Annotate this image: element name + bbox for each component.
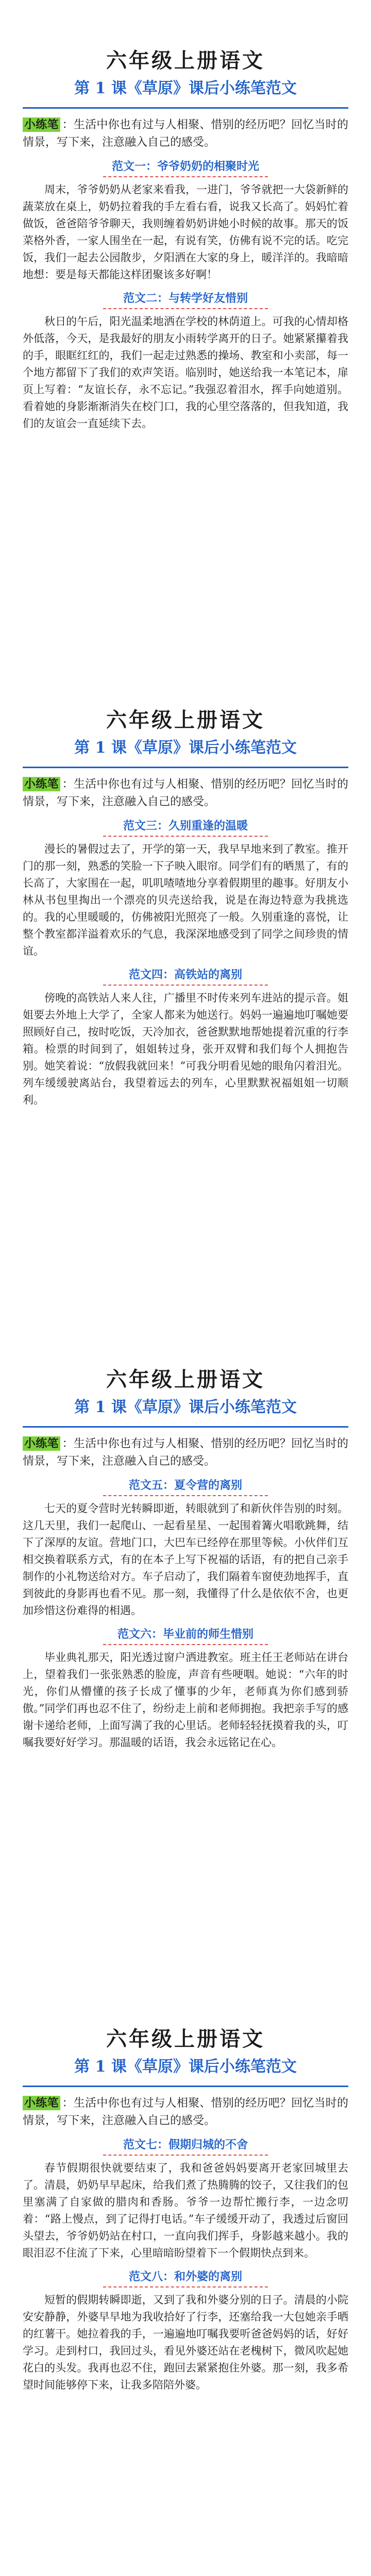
document-page [0, 1319, 371, 1978]
prompt-tag: 小练笔 [23, 1436, 60, 1451]
essay-body: 春节假期很快就要结束了，我和爸爸妈妈要离开老家回城里去了。清晨，奶奶早早起床，给我们煮了热腾腾的饺子，又往我们的包里塞满了自家做的腊肉和香肠。爷爷一边帮忙搬行李，一边念叨着：“路上慢点，到了记得打电话。”车子缓缓开动了，我透过后窗回头望去，爷爷奶奶站在村口，一直向我们挥手，身影越来越小。我的眼泪忍不住流了下来，心里暗暗盼望着下一个假期快点到来。 [23, 2162, 348, 2259]
essay-heading: 范文八：和外婆的离别 [128, 2270, 242, 2283]
essay-heading: 范文六：毕业前的师生惜别 [117, 1628, 254, 1641]
heading-underline [103, 1495, 268, 1496]
heading-underline [103, 836, 268, 837]
writing-prompt [23, 1435, 348, 1470]
title-divider [23, 2086, 348, 2087]
essay-heading: 范文四：高铁站的离别 [128, 968, 242, 981]
essay-heading: 范文五：夏令营的离别 [128, 1479, 242, 1492]
essay-heading: 范文一：爷爷奶奶的相聚时光 [111, 160, 259, 173]
page-title: 六年级上册语文 [106, 2027, 265, 2051]
lesson-title: 第 1 课《草原》课后小练笔范文 [74, 739, 297, 757]
heading-underline [103, 308, 268, 309]
essay-body: 七天的夏令营时光转瞬即逝，转眼就到了和新伙伴告别的时刻。这几天里，我们一起爬山、一起看星星、一起围着篝火唱歌跳舞，结下了深厚的友谊。营地门口，大巴车已经停在那里等候。小伙伴们互相交换着联系方式，有的在本子上写下祝福的话语，有的把自己亲手制作的小礼物送给对方。车子启动了，我们隔着车窗使劲地挥手，直到彼此的身影再也看不见。那一刻，我懂得了什么是依依不舍，也更加珍惜这份难得的相遇。 [23, 1502, 348, 1617]
prompt-tag: 小练笔 [23, 117, 60, 132]
heading-underline [103, 176, 268, 177]
essay-body: 短暂的假期转瞬即逝，又到了我和外婆分别的日子。清晨的小院安安静静，外婆早早地为我收拾好了行李，还塞给我一大包她亲手晒的红薯干。她拉着我的手，一遍遍地叮嘱我要听爸爸妈妈的话，好好学习。走到村口，我回过头，看见外婆还站在老槐树下，微风吹起她花白的头发。我再也忍不住，跑回去紧紧抱住外婆。那一刻，我多希望时间能够停下来，让我多陪陪外婆。 [23, 2294, 348, 2391]
document-page [0, 659, 371, 1319]
heading-underline [103, 2155, 268, 2156]
essay-body: 傍晚的高铁站人来人往，广播里不时传来列车进站的提示音。姐姐要去外地上大学了，全家人都来为她送行。妈妈一遍遍地叮嘱她要照顾好自己，按时吃饭，天冷加衣，爸爸默默地帮她提着沉重的行李箱。检票的时间到了，姐姐转过身，张开双臂和我们每个人拥抱告别。她笑着说：“放假我就回来！”可我分明看见她的眼角闪着泪光。列车缓缓驶离站台，我望着远去的列车，心里默默祝福姐姐一切顺利。 [23, 992, 348, 1106]
heading-underline [103, 2286, 268, 2287]
heading-underline [103, 985, 268, 986]
essay-heading: 范文二：与转学好友惜别 [123, 292, 248, 305]
essay-heading: 范文三：久别重逢的温暖 [123, 819, 248, 833]
heading-underline [103, 1644, 268, 1645]
lesson-title: 第 1 课《草原》课后小练笔范文 [74, 1398, 297, 1416]
title-divider [23, 107, 348, 109]
essay-body: 毕业典礼那天，阳光透过窗户洒进教室。班主任王老师站在讲台上，望着我们一张张熟悉的脸庞，声音有些哽咽。她说：“六年的时光，你们从懵懂的孩子长成了懂事的少年，老师真为你们感到骄傲。”同学们再也忍不住了，纷纷走上前和老师拥抱。我把亲手写的感谢卡递给老师，上面写满了我的心里话。老师轻轻抚摸着我的头，叮嘱我要好好学习。那温暖的话语，我会永远铭记在心。 [23, 1651, 348, 1749]
prompt-text: ：生活中你也有过与人相聚、惜别的经历吧？回忆当时的情景，写下来，注意融入自己的感受。 [23, 778, 348, 808]
prompt-text: ：生活中你也有过与人相聚、惜别的经历吧？回忆当时的情景，写下来，注意融入自己的感受。 [23, 118, 348, 149]
essay-body: 周末，爷爷奶奶从老家来看我，一进门，爷爷就把一大袋新鲜的蔬菜放在桌上，奶奶拉着我的手左看右看，说我又长高了。妈妈忙着做饭，爸爸陪爷爷聊天，我则缠着奶奶讲她小时候的故事。那天的饭菜格外香，一家人围坐在一起，有说有笑，仿佛有说不完的话。吃完饭，我们一起去公园散步，夕阳洒在大家的身上，暖洋洋的。我暗暗地想：要是每天都能这样团聚该多好啊！ [23, 183, 348, 281]
prompt-tag: 小练笔 [23, 777, 60, 791]
title-divider [23, 767, 348, 768]
lesson-title: 第 1 课《草原》课后小练笔范文 [74, 2058, 297, 2076]
document-page [0, 0, 371, 659]
writing-prompt [23, 116, 348, 151]
writing-prompt [23, 2094, 348, 2130]
title-divider [23, 1426, 348, 1428]
writing-prompt [23, 775, 348, 811]
lesson-title: 第 1 课《草原》课后小练笔范文 [74, 79, 297, 97]
essay-body: 秋日的午后，阳光温柔地洒在学校的林荫道上。可我的心情却格外低落，今天，是我最好的朋友小雨转学离开的日子。她紧紧攥着我的手，眼眶红红的，我们一起走过熟悉的操场、教室和小卖部，每一个地方都留下了我们的欢声笑语。临别时，她送给我一本笔记本，扉页上写着：“友谊长存，永不忘记。”我强忍着泪水，挥手向她道别。看着她的身影渐渐消失在校门口，我的心里空落落的，但我知道，我们的友谊会一直延续下去。 [23, 315, 348, 430]
page-title: 六年级上册语文 [106, 1367, 265, 1392]
document-page [0, 1978, 371, 2576]
prompt-text: ：生活中你也有过与人相聚、惜别的经历吧？回忆当时的情景，写下来，注意融入自己的感受。 [23, 1437, 348, 1468]
essay-body: 漫长的暑假过去了，开学的第一天，我早早地来到了教室。推开门的那一刻，熟悉的笑脸一下子映入眼帘。同学们有的晒黑了，有的长高了，大家围在一起，叽叽喳喳地分享着假期里的趣事。好朋友小林从书包里掏出一个漂亮的贝壳送给我，说是在海边特意为我挑选的。我的心里暖暖的，仿佛被阳光照亮了一般。久别重逢的喜悦，让整个教室都洋溢着欢乐的气息，我深深地感受到了同学之间珍贵的情谊。 [23, 843, 348, 957]
essay-heading: 范文七：假期归城的不舍 [123, 2138, 248, 2151]
page-title: 六年级上册语文 [106, 48, 265, 73]
page-title: 六年级上册语文 [106, 708, 265, 732]
prompt-tag: 小练笔 [23, 2096, 60, 2110]
prompt-text: ：生活中你也有过与人相聚、惜别的经历吧？回忆当时的情景，写下来，注意融入自己的感受。 [23, 2097, 348, 2127]
